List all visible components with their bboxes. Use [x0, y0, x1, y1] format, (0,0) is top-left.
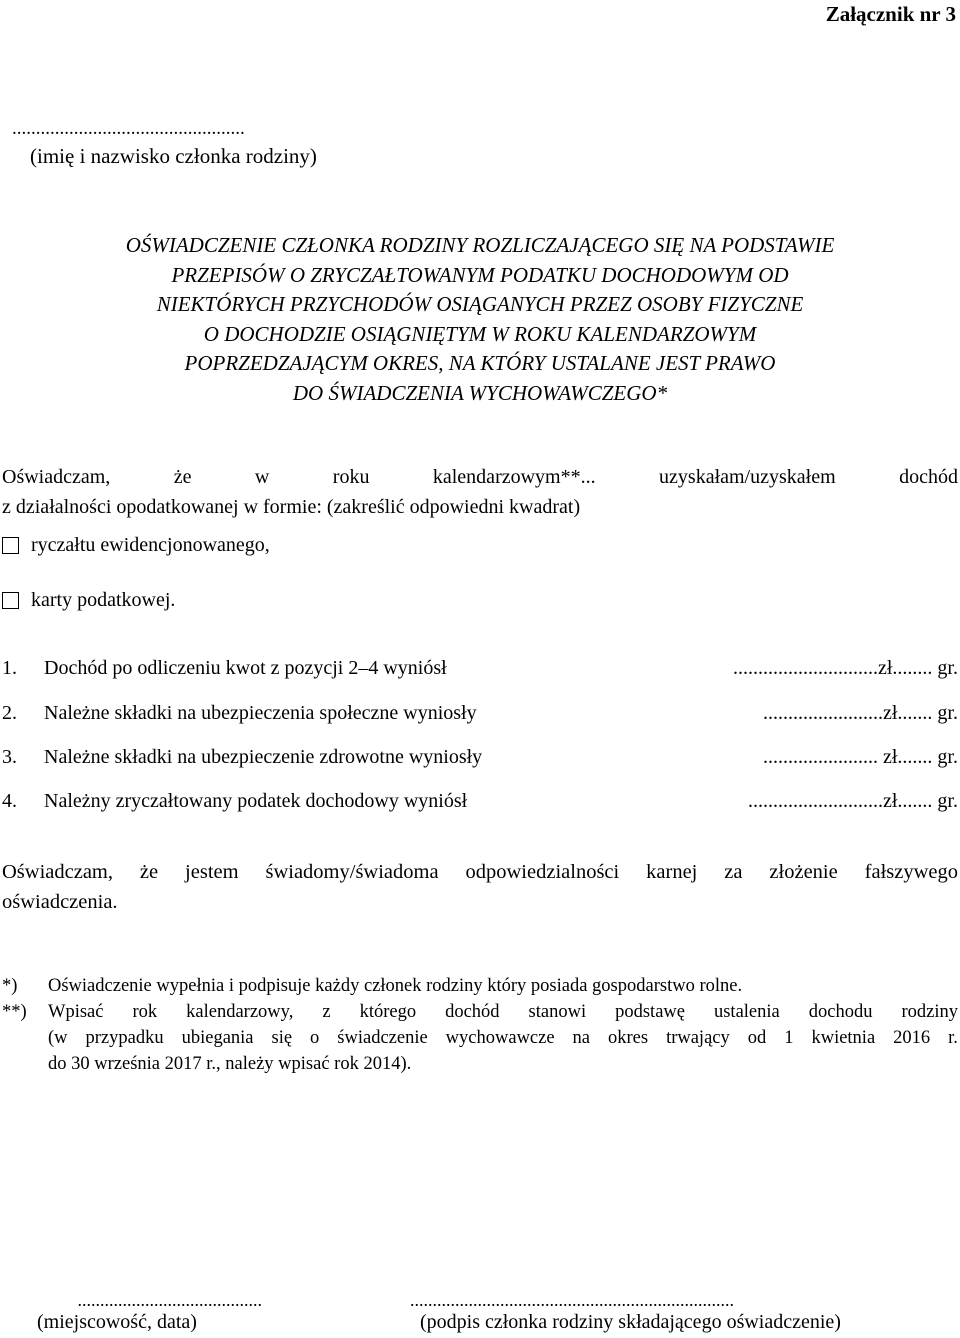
signature-label: (podpis członka rodziny składającego oświadczenie)	[420, 1311, 841, 1333]
item-number: 2.	[2, 702, 17, 724]
item-number: 1.	[2, 657, 17, 679]
word: r.	[948, 1028, 958, 1048]
item-text: Należne składki na ubezpieczenia społeczne wyniosły	[44, 702, 477, 724]
declaration-line-2: z działalności opodatkowanej w formie: (zakreślić odpowiedni kwadrat)	[2, 496, 581, 518]
list-item	[2, 702, 958, 725]
place-date-dots: .........................................	[77, 1290, 262, 1310]
word: uzyskałam/uzyskałem	[659, 466, 836, 488]
word: karnej	[646, 861, 698, 883]
word: Oświadczam,	[2, 861, 113, 883]
word: ubiegania	[181, 1028, 254, 1048]
word: 1	[784, 1028, 794, 1048]
option-tax-card[interactable]	[2, 589, 175, 612]
word: wychowawcze	[445, 1028, 555, 1048]
word: kalendarzowym**	[432, 466, 581, 488]
word: z	[322, 1002, 331, 1022]
word: ustalenia	[713, 1002, 780, 1022]
word: dochodu	[808, 1002, 873, 1022]
word: świadczenie	[337, 1028, 428, 1048]
list-item	[2, 790, 958, 813]
word: odpowiedzialności	[465, 861, 620, 883]
word	[433, 462, 596, 492]
word: podstawę	[615, 1002, 685, 1022]
word: kwietnia	[811, 1028, 876, 1048]
option-lump-sum[interactable]	[2, 534, 270, 557]
word: fałszywego	[864, 861, 958, 883]
amount-blank[interactable]: ........................zł....... gr.	[763, 702, 958, 724]
title-line: OŚWIADCZENIE CZŁONKA RODZINY ROZLICZAJĄCEGO SIĘ NA PODSTAWIE	[125, 233, 835, 257]
list-item	[2, 746, 958, 769]
footnote-mark: **)	[2, 1002, 27, 1022]
item-text: Należne składki na ubezpieczenie zdrowotne wyniosły	[44, 746, 483, 768]
word: się	[271, 1028, 293, 1048]
word: rodziny	[901, 1002, 958, 1022]
checkbox-square-icon[interactable]	[2, 592, 19, 609]
title-line: PRZEPISÓW O ZRYCZAŁTOWANYM PODATKU DOCHODOWYM OD	[171, 262, 789, 287]
footnote-line: Oświadczenie wypełnia i podpisuje każdy członek rodziny który posiada gospodarstwo rolne.	[48, 976, 743, 996]
amount-blank[interactable]: ...........................zł....... gr.	[748, 790, 958, 812]
word: od	[747, 1028, 767, 1048]
footnote-body	[48, 973, 958, 999]
word: stanowi	[528, 1002, 587, 1022]
title-line: O DOCHODZIE OSIĄGNIĘTYM W ROKU KALENDARZOWYM	[203, 321, 757, 346]
footnote-line: do 30 września 2017 r., należy wpisać rok 2014).	[48, 1054, 412, 1074]
word: jestem	[185, 861, 239, 883]
word: 2016	[893, 1028, 931, 1048]
declaration-line-1	[2, 462, 958, 492]
word: którego	[359, 1002, 417, 1022]
name-dots-line: .................................................	[12, 118, 245, 139]
item-number: 4.	[2, 790, 17, 812]
checkbox-square-icon[interactable]	[2, 537, 19, 554]
word: dochód	[899, 466, 958, 488]
word: okres	[608, 1028, 649, 1048]
word: dochód	[445, 1002, 500, 1022]
word: kalendarzowy,	[186, 1002, 294, 1022]
amount-blank[interactable]: .............................zł........ gr.	[733, 657, 958, 679]
word: o	[310, 1028, 320, 1048]
footnote-1	[2, 973, 958, 999]
word: świadomy/świadoma	[265, 861, 439, 883]
signature-dots: ........................................................................	[410, 1290, 734, 1310]
word: że	[173, 466, 192, 488]
title-line: DO ŚWIADCZENIA WYCHOWAWCZEGO*	[292, 380, 668, 405]
responsibility-line-2: oświadczenia.	[2, 891, 118, 913]
place-date-label: (miejscowość, data)	[37, 1311, 197, 1333]
document-title	[0, 231, 960, 408]
annex-label: Załącznik nr 3	[825, 2, 956, 26]
item-text: Dochód po odliczeniu kwot z pozycji 2‒4 wyniósł	[44, 657, 447, 679]
option-label: karty podatkowej.	[31, 589, 176, 611]
responsibility-line-1	[2, 857, 958, 887]
income-declaration	[2, 462, 958, 522]
word: rok	[132, 1002, 158, 1022]
footnote-body	[48, 999, 958, 1077]
word: Oświadczam,	[2, 466, 111, 488]
word: za	[724, 861, 743, 883]
word: (w	[48, 1028, 68, 1048]
title-line: NIEKTÓRYCH PRZYCHODÓW OSIĄGANYCH PRZEZ OSOBY FIZYCZNE	[156, 292, 804, 316]
word: przypadku	[85, 1028, 164, 1048]
year-blank[interactable]: ...	[580, 466, 596, 488]
item-text: Należny zryczałtowany podatek dochodowy wyniósł	[44, 790, 468, 812]
footnote-2	[2, 999, 958, 1077]
footnote-mark: *)	[2, 976, 18, 996]
item-number: 3.	[2, 746, 17, 768]
footnote-line	[48, 1025, 958, 1051]
name-field-label: (imię i nazwisko członka rodziny)	[30, 144, 317, 168]
title-line: POPRZEDZAJĄCYM OKRES, NA KTÓRY USTALANE JEST PRAWO	[184, 351, 776, 375]
word: złożenie	[769, 861, 838, 883]
word: na	[572, 1028, 591, 1048]
list-item	[2, 657, 958, 680]
footnote-line	[48, 999, 958, 1025]
option-label: ryczałtu ewidencjonowanego,	[31, 534, 270, 556]
word: że	[139, 861, 159, 883]
word: w	[254, 466, 270, 488]
word: trwający	[666, 1028, 730, 1048]
responsibility-statement	[2, 857, 958, 917]
amount-blank[interactable]: ....................... zł....... gr.	[763, 746, 958, 768]
word: roku	[332, 466, 370, 488]
word: Wpisać	[48, 1002, 104, 1022]
